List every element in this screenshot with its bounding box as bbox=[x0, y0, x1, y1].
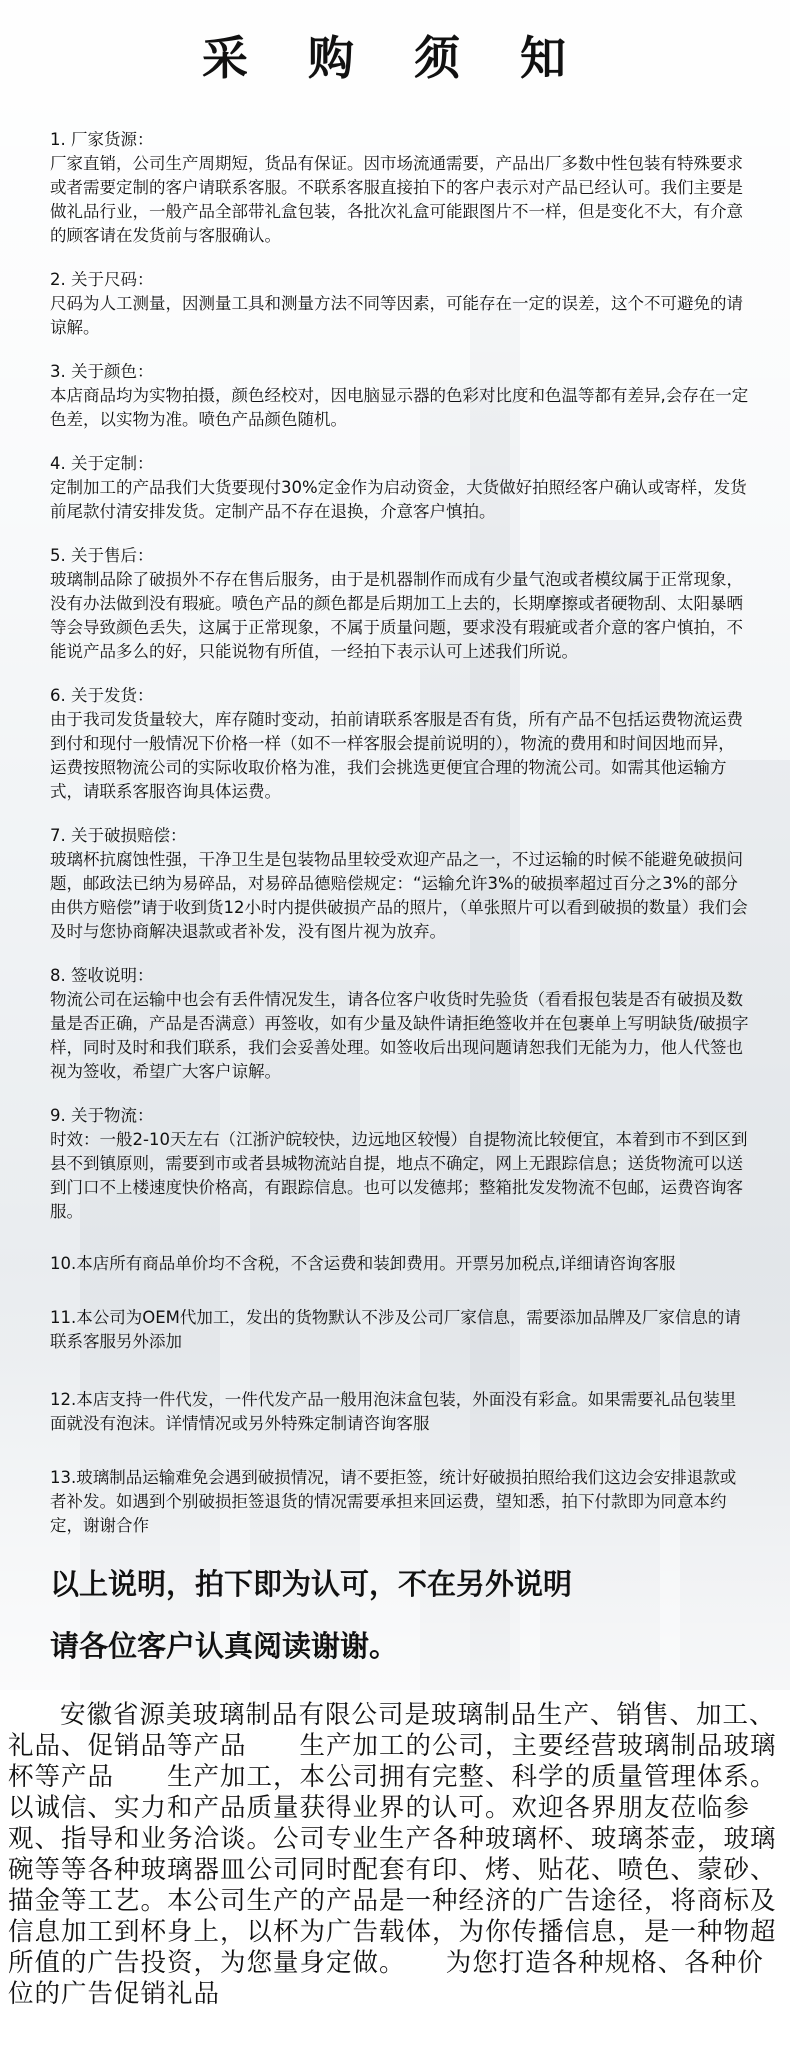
notice-body: 11.本公司为OEM代加工，发出的货物默认不涉及公司厂家信息，需要添加品牌及厂家信息的请联系客服另外添加 bbox=[50, 1308, 741, 1351]
statement-line-2: 请各位客户认真阅读谢谢。 bbox=[50, 1629, 399, 1663]
notice-heading: 1. 厂家货源： bbox=[50, 130, 154, 149]
company-introduction: 安徽省源美玻璃制品有限公司是玻璃制品生产、销售、加工、礼品、促销品等产品 生产加工的公司，主要经营玻璃制品玻璃杯等产品 生产加工，本公司拥有完整、科学的质量管理体系。以诚信、实力和产品质量获得业界的认可。欢迎各界朋友莅临参观、指导和业务洽谈。公司专业生产各种玻璃杯、玻璃茶壶，玻璃碗等等各种玻璃器皿公司同时配套有印、烤、贴花、喷色、蒙砂、描金等工艺。本公司生产的产品是一种经济的广告途径，将商标及信息加工到杯身上，以杯为广告载体，为你传播信息，是一种物超所值的广告投资，为您量身定做。 为您打造各种规格、各种价位的广告促销礼品 bbox=[8, 1700, 777, 2009]
notice-item bbox=[50, 360, 750, 432]
notice-body: 定制加工的产品我们大货要现付30%定金作为启动资金，大货做好拍照经客户确认或寄样，发货前尾款付清安排发货。定制产品不存在退换，介意客户慎拍。 bbox=[50, 478, 747, 521]
notice-item bbox=[50, 1388, 750, 1436]
notice-item bbox=[50, 268, 750, 340]
notice-body: 13.玻璃制品运输难免会遇到破损情况，请不要拒签，统计好破损拍照给我们这边会安排退款或者补发。如遇到个别破损拒签退货的情况需要承担来回运费，望知悉，拍下付款即为同意本约定，谢谢合作 bbox=[50, 1468, 737, 1535]
notice-body: 玻璃制品除了破损外不存在售后服务，由于是机器制作而成有少量气泡或者模纹属于正常现象，没有办法做到没有瑕疵。喷色产品的颜色都是后期加工上去的，长期摩擦或者硬物刮、太阳暴晒等会导致颜色丢失，这属于正常现象，不属于质量问题，要求没有瑕疵或者介意的客户慎拍，不能说产品多么的好，只能说物有所值，一经拍下表示认可上述我们所说。 bbox=[50, 570, 743, 661]
notice-body: 本店商品均为实物拍摄，颜色经校对，因电脑显示器的色彩对比度和色温等都有差异,会存在一定色差，以实物为准。喷色产品颜色随机。 bbox=[50, 386, 749, 429]
notice-item bbox=[50, 1306, 750, 1354]
notice-heading: 7. 关于破损赔偿： bbox=[50, 826, 187, 845]
notice-item bbox=[50, 824, 750, 944]
notice-item bbox=[50, 1466, 750, 1538]
notice-list bbox=[50, 128, 750, 1558]
notice-heading: 9. 关于物流： bbox=[50, 1106, 154, 1125]
notice-body: 时效：一般2-10天左右（江浙沪皖较快，边远地区较慢）自提物流比较便宜，本着到市不到区到县不到镇原则，需要到市或者县城物流站自提，地点不确定，网上无跟踪信息；送货物流可以送到门口不上楼速度快价格高，有跟踪信息。也可以发德邦；整箱批发发物流不包邮，运费咨询客服。 bbox=[50, 1130, 748, 1221]
notice-item bbox=[50, 1104, 750, 1224]
notice-body: 12.本店支持一件代发，一件代发产品一般用泡沫盒包装，外面没有彩盒。如果需要礼品包装里面就没有泡沫。详情情况或另外特殊定制请咨询客服 bbox=[50, 1390, 737, 1433]
notice-heading: 8. 签收说明： bbox=[50, 966, 154, 985]
notice-item bbox=[50, 452, 750, 524]
notice-body: 玻璃杯抗腐蚀性强，干净卫生是包装物品里较受欢迎产品之一，不过运输的时候不能避免破损问题，邮政法已纳为易碎品，对易碎品德赔偿规定：“运输允许3%的破损率超过百分之3%的部分由供方赔偿”请于收到货12小时内提供破损产品的照片，（单张照片可以看到破损的数量）我们会及时与您协商解决退款或者补发，没有图片视为放弃。 bbox=[50, 850, 748, 941]
notice-body: 尺码为人工测量，因测量工具和测量方法不同等因素，可能存在一定的误差，这个不可避免的请谅解。 bbox=[50, 294, 743, 337]
notice-heading: 6. 关于发货： bbox=[50, 686, 154, 705]
notice-item bbox=[50, 964, 750, 1084]
notice-body: 厂家直销，公司生产周期短，货品有保证。因市场流通需要，产品出厂多数中性包装有特殊要求或者需要定制的客户请联系客服。不联系客服直接拍下的客户表示对产品已经认可。我们主要是做礼品行业，一般产品全部带礼盒包装，各批次礼盒可能跟图片不一样，但是变化不大，有介意的顾客请在发货前与客服确认。 bbox=[50, 154, 743, 245]
notice-heading: 2. 关于尺码： bbox=[50, 270, 154, 289]
statement-line-1: 以上说明，拍下即为认可，不在另外说明 bbox=[50, 1567, 573, 1601]
notice-body: 物流公司在运输中也会有丢件情况发生，请各位客户收货时先验货（看看报包装是否有破损及数量是否正确，产品是否满意）再签收，如有少量及缺件请拒绝签收并在包裹单上写明缺货/破损字样，同时及时和我们联系，我们会妥善处理。如签收后出现问题请恕我们无能为力，他人代签也视为签收，希望广大客户谅解。 bbox=[50, 990, 749, 1081]
notice-item bbox=[50, 684, 750, 804]
notice-body: 由于我司发货量较大，库存随时变动，拍前请联系客服是否有货，所有产品不包括运费物流运费到付和现付一般情况下价格一样（如不一样客服会提前说明的），物流的费用和时间因地而异，运费按照物流公司的实际收取价格为准，我们会挑选更便宜合理的物流公司。如需其他运输方式，请联系客服咨询具体运费。 bbox=[50, 710, 743, 801]
notice-heading: 3. 关于颜色： bbox=[50, 362, 154, 381]
notice-item bbox=[50, 128, 750, 248]
notice-item bbox=[50, 1252, 750, 1276]
notice-body: 10.本店所有商品单价均不含税，不含运费和装卸费用。开票另加税点,详细请咨询客服 bbox=[50, 1254, 676, 1273]
notice-heading: 4. 关于定制： bbox=[50, 454, 154, 473]
notice-item bbox=[50, 544, 750, 664]
notice-heading: 5. 关于售后： bbox=[50, 546, 154, 565]
page-title: 采 购 须 知 bbox=[201, 31, 589, 85]
